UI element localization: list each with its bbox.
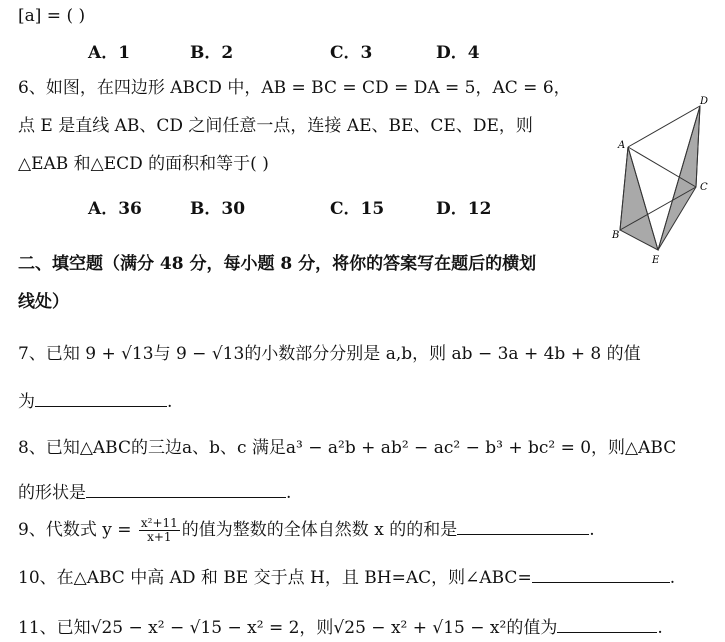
q8-answer-blank[interactable] [86,479,286,498]
q6-option-c: C．15 [330,199,385,219]
q5-option-a: A．1 [88,43,131,63]
label-b: B [612,230,620,241]
q6-option-b: B．30 [190,199,246,219]
q6-line-1: 6、如图，在四边形 ABCD 中，AB = BC = CD = DA = 5，AC = 6， [18,78,571,98]
q7-text-3: 的小数部分分别是 a,b，则 ab − 3a + 4b + 8 的值 [244,344,641,364]
q6-options [0,194,590,218]
q5-option-d: D．4 [436,43,480,63]
label-d: D [700,96,709,107]
section-2-title-line-1: 二、填空题（满分 48 分，每小题 8 分，将你的答案写在题后的横划 [18,254,537,274]
q9-answer-blank[interactable] [457,516,589,535]
q11-text-5: 的值为 [506,618,558,638]
q10-line [18,564,675,590]
triangle-eab [620,147,658,250]
q8-answer-prefix: 的形状是 [18,483,86,503]
q6-option-a: A．36 [88,199,142,219]
q11-text-3: = 2，则 [263,618,334,638]
q7-radical-1: √13 [121,344,154,364]
label-c: C [700,182,708,193]
quadrilateral-figure [598,92,718,267]
q9-fraction-denominator: x+1 [147,530,172,544]
q9-end: . [589,520,595,540]
q11-radical-2: √15 − x² [189,618,264,638]
q10-text: 10、在△ABC 中高 AD 和 BE 交于点 H，且 BH=AC，则∠ABC= [18,568,532,588]
q10-end: . [669,568,676,588]
q8-line-1: 8、已知△ABC的三边a、b、c 满足a³ − a²b + ab² − ac² − b³ + bc² = 0，则△ABC [18,438,677,458]
q9-text-2: 的值为整数的全体自然数 x 的的和是 [181,520,458,540]
q10-answer-blank[interactable] [532,564,670,583]
q6-line-3: △EAB 和△ECD 的面积和等于( ) [18,154,269,174]
q7-line-1 [18,342,641,366]
q7-text-2: 与 9 − [153,344,212,364]
q5-option-c: C．3 [330,43,373,63]
q11-end: . [657,618,663,638]
q7-line-2 [18,388,172,414]
q7-answer-prefix: 为 [18,392,35,412]
q9-line [18,516,595,544]
q9-fraction [139,517,180,544]
q7-end: . [167,392,173,412]
q6-line-2: 点 E 是直线 AB、CD 之间任意一点，连接 AE、BE、CE、DE，则 [18,116,533,136]
label-a: A [618,140,626,151]
q11-radical-3: √25 − x² [333,618,408,638]
q5-options [0,38,725,62]
q8-end: . [286,483,292,503]
q6-option-d: D．12 [436,199,492,219]
q11-text-1: 11、已知 [18,618,91,638]
q11-radical-1: √25 − x² [90,618,165,638]
q5-stem-tail: [a] = ( ) [18,6,86,26]
q9-fraction-numerator: x²+11 [140,516,178,530]
label-e: E [652,255,660,266]
q11-answer-blank[interactable] [557,614,657,633]
q8-line-2 [18,479,291,505]
q11-line [18,614,663,640]
section-2-title-line-2: 线处） [18,292,69,312]
q11-text-4: + [407,618,433,638]
q7-answer-blank[interactable] [35,388,167,407]
q9-text-1: 9、代数式 y = [18,520,137,540]
q5-option-b: B．2 [190,43,234,63]
q11-radical-4: √15 − x² [432,618,507,638]
q7-radical-2: √13 [211,344,245,364]
q7-text-1: 7、已知 9 + [18,344,122,364]
q11-text-2: − [164,618,190,638]
